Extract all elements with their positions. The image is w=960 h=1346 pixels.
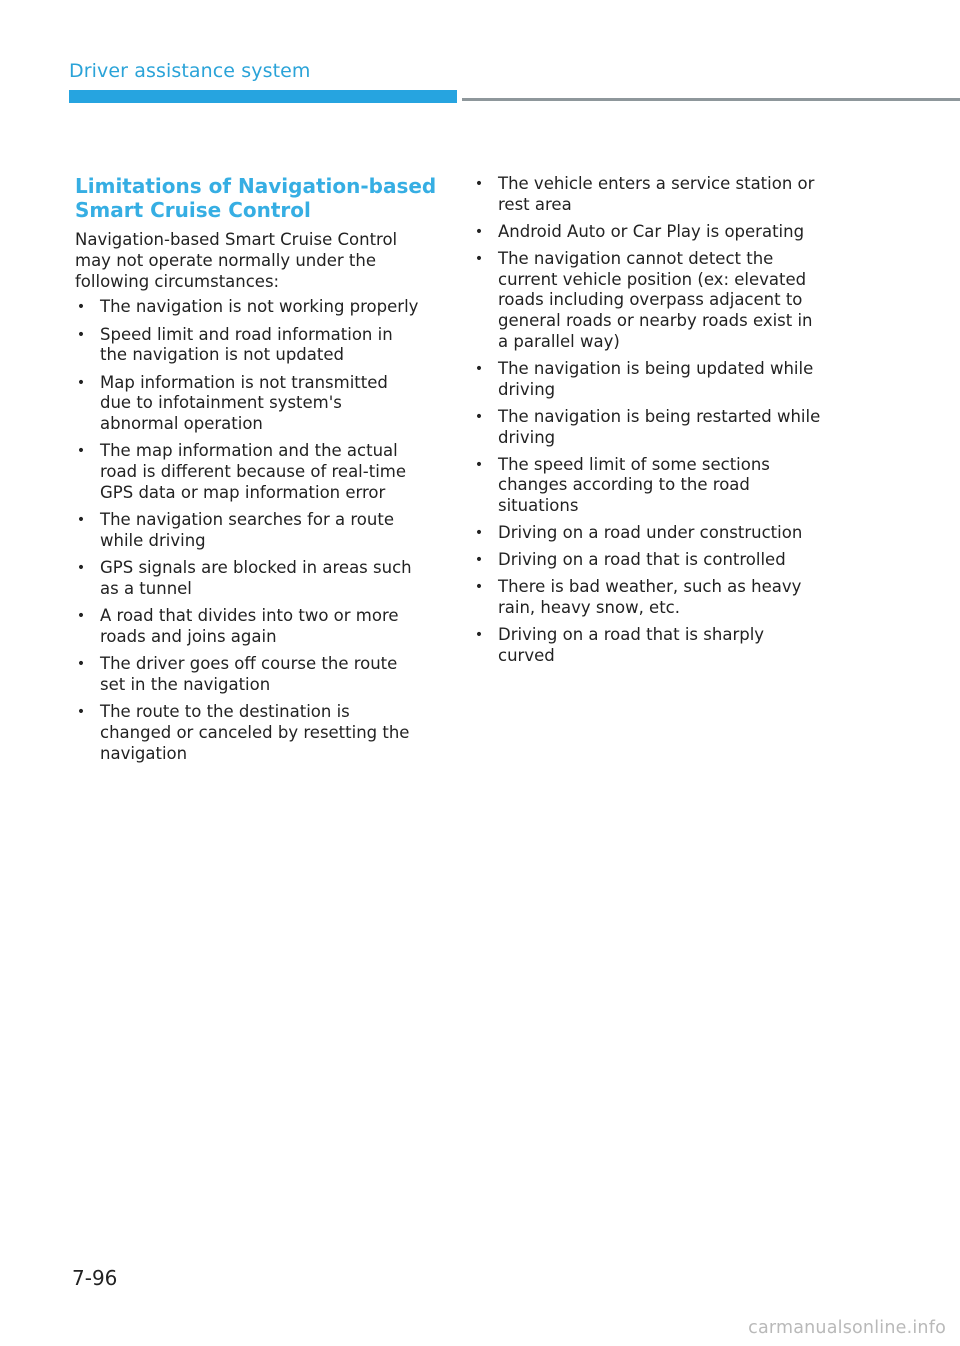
bullet-dot-icon: • bbox=[76, 326, 86, 343]
bullet-line: rest area bbox=[498, 194, 572, 214]
bullet-line: The driver goes off course the route bbox=[100, 654, 398, 674]
bullet-line: roads and joins again bbox=[100, 626, 277, 646]
bullet-line: GPS data or map information error bbox=[100, 482, 386, 502]
bullet-item bbox=[473, 550, 853, 571]
bullet-item bbox=[75, 297, 447, 318]
bullet-line: curved bbox=[498, 645, 555, 665]
bullet-dot-icon: • bbox=[76, 656, 86, 673]
bullet-item bbox=[473, 625, 853, 667]
bullet-dot-icon: • bbox=[474, 525, 484, 542]
intro-line: Navigation-based Smart Cruise Control bbox=[75, 230, 398, 249]
bullet-item bbox=[473, 577, 853, 619]
bullet-item bbox=[473, 174, 853, 216]
bullet-line: set in the navigation bbox=[100, 674, 271, 694]
bullet-dot-icon: • bbox=[76, 512, 86, 529]
left-column bbox=[75, 174, 447, 771]
bullet-dot-icon: • bbox=[474, 626, 484, 643]
bullet-line: The navigation is being restarted while bbox=[498, 406, 821, 426]
bullet-line: changes according to the road bbox=[498, 475, 750, 495]
bullet-dot-icon: • bbox=[474, 360, 484, 377]
bullet-item bbox=[75, 558, 447, 600]
page-number: 7-96 bbox=[72, 1266, 118, 1290]
bullet-line: rain, heavy snow, etc. bbox=[498, 597, 680, 617]
bullet-line: navigation bbox=[100, 743, 188, 763]
bullet-dot-icon: • bbox=[76, 299, 86, 316]
intro-line: may not operate normally under the bbox=[75, 250, 376, 270]
bullet-item bbox=[473, 359, 853, 401]
bullet-line: road is different because of real-time bbox=[100, 462, 406, 482]
bullet-line: the navigation is not updated bbox=[100, 345, 344, 365]
bullet-line: roads including overpass adjacent to bbox=[498, 290, 803, 310]
bullet-dot-icon: • bbox=[76, 443, 86, 460]
bullet-line: general roads or nearby roads exist in bbox=[498, 311, 813, 331]
bullet-item bbox=[473, 407, 853, 449]
bullet-line: A road that divides into two or more bbox=[100, 606, 399, 626]
section-heading bbox=[75, 174, 447, 222]
bullet-line: Driving on a road under construction bbox=[498, 523, 803, 543]
heading-line: Limitations of Navigation-based bbox=[75, 174, 437, 198]
bullet-line: changed or canceled by resetting the bbox=[100, 722, 410, 742]
bullet-dot-icon: • bbox=[474, 250, 484, 267]
bullet-item bbox=[75, 510, 447, 552]
watermark: carmanualsonline.info bbox=[748, 1318, 946, 1338]
bullet-line: The route to the destination is bbox=[100, 702, 350, 722]
bullet-line: The navigation is not working properly bbox=[100, 297, 419, 317]
bullet-line: situations bbox=[498, 496, 579, 516]
bullet-line: Speed limit and road information in bbox=[100, 324, 393, 344]
bullet-line: The speed limit of some sections bbox=[498, 454, 770, 474]
bullet-line: Driving on a road that is controlled bbox=[498, 550, 786, 570]
bullet-item bbox=[473, 249, 853, 353]
bullet-item bbox=[75, 373, 447, 435]
bullet-line: Driving on a road that is sharply bbox=[498, 624, 765, 644]
bullet-dot-icon: • bbox=[76, 374, 86, 391]
bullet-dot-icon: • bbox=[474, 408, 484, 425]
bullet-dot-icon: • bbox=[76, 608, 86, 625]
bullet-line: current vehicle position (ex: elevated bbox=[498, 269, 807, 289]
bullet-dot-icon: • bbox=[76, 560, 86, 577]
header-rule-blue bbox=[69, 90, 457, 103]
section-title: Driver assistance system bbox=[69, 60, 311, 82]
bullet-line: a parallel way) bbox=[498, 331, 620, 351]
bullet-dot-icon: • bbox=[474, 552, 484, 569]
bullet-dot-icon: • bbox=[474, 176, 484, 192]
bullet-item bbox=[473, 455, 853, 517]
bullet-item bbox=[473, 523, 853, 544]
bullet-line: Map information is not transmitted bbox=[100, 372, 388, 392]
bullet-line: There is bad weather, such as heavy bbox=[498, 577, 802, 597]
bullet-line: Android Auto or Car Play is operating bbox=[498, 221, 805, 241]
bullet-dot-icon: • bbox=[474, 223, 484, 240]
bullet-line: as a tunnel bbox=[100, 578, 192, 598]
bullet-item bbox=[75, 702, 447, 764]
heading-line: Smart Cruise Control bbox=[75, 198, 311, 222]
intro-paragraph bbox=[75, 230, 447, 292]
bullet-item bbox=[75, 325, 447, 367]
bullet-line: The navigation cannot detect the bbox=[498, 248, 774, 268]
bullet-line: driving bbox=[498, 379, 556, 399]
right-column bbox=[473, 174, 853, 673]
bullet-line: due to infotainment system's bbox=[100, 393, 342, 413]
left-bullet-list bbox=[75, 297, 447, 764]
bullet-line: driving bbox=[498, 427, 556, 447]
bullet-line: abnormal operation bbox=[100, 414, 263, 434]
bullet-line: The vehicle enters a service station or bbox=[498, 174, 815, 193]
bullet-dot-icon: • bbox=[474, 579, 484, 596]
bullet-dot-icon: • bbox=[474, 456, 484, 473]
bullet-line: GPS signals are blocked in areas such bbox=[100, 558, 412, 578]
bullet-item bbox=[75, 654, 447, 696]
right-bullet-list bbox=[473, 174, 853, 666]
bullet-line: The navigation searches for a route bbox=[100, 510, 394, 530]
bullet-item bbox=[75, 606, 447, 648]
bullet-line: The navigation is being updated while bbox=[498, 358, 814, 378]
bullet-line: The map information and the actual bbox=[100, 441, 398, 461]
bullet-line: while driving bbox=[100, 530, 206, 550]
bullet-item bbox=[473, 222, 853, 243]
bullet-item bbox=[75, 441, 447, 503]
intro-line: following circumstances: bbox=[75, 271, 280, 291]
header-rule-gray bbox=[462, 98, 960, 101]
bullet-dot-icon: • bbox=[76, 704, 86, 721]
